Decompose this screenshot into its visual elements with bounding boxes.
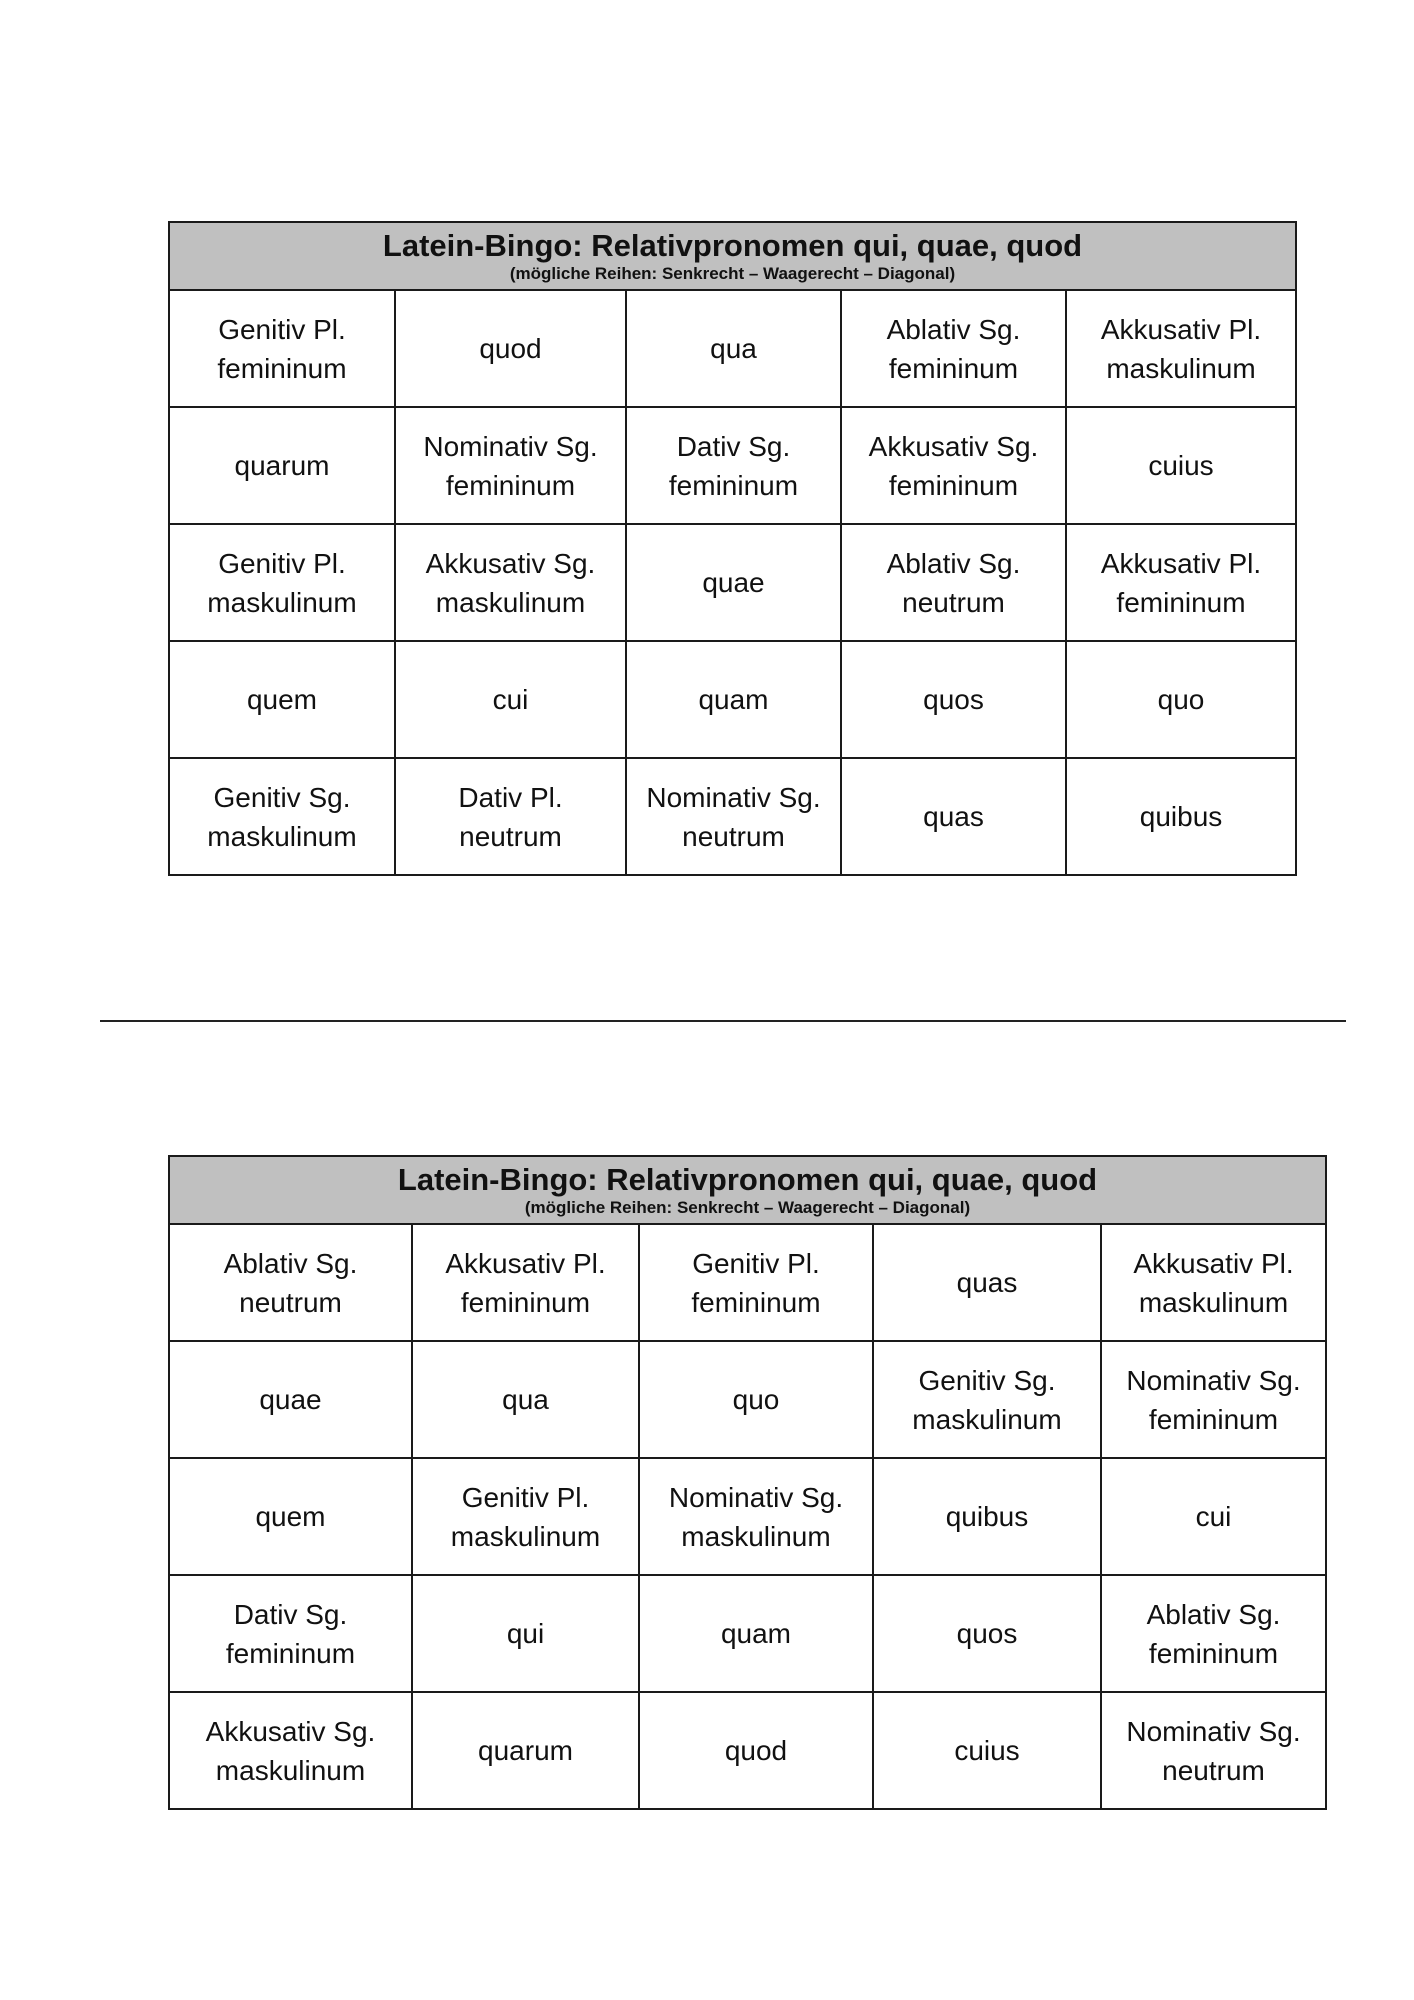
bingo-row xyxy=(169,524,1296,641)
bingo-row xyxy=(169,641,1296,758)
bingo-row xyxy=(169,1575,1326,1692)
bingo-cell-text: neutrum xyxy=(239,1286,342,1318)
bingo-cell xyxy=(1066,407,1296,524)
bingo-row xyxy=(169,1224,1326,1341)
bingo-cell-text: qui xyxy=(506,1618,545,1649)
bingo-cell-text: Akkusativ Pl. xyxy=(445,1247,606,1279)
bingo-cell-text: quam xyxy=(720,1618,792,1649)
bingo-cell-text: qua xyxy=(710,333,757,364)
bingo-card-header-row xyxy=(169,1156,1326,1224)
bingo-cell xyxy=(873,1224,1101,1341)
bingo-row xyxy=(169,1458,1326,1575)
bingo-cell-text: neutrum xyxy=(682,820,785,852)
bingo-cell xyxy=(639,1575,873,1692)
bingo-cell-text: maskulinum xyxy=(215,1754,366,1786)
bingo-cell xyxy=(626,407,841,524)
bingo-cell-text: quibus xyxy=(1139,801,1223,832)
bingo-cell-text: Dativ Sg. xyxy=(676,430,791,462)
bingo-cell xyxy=(169,1224,412,1341)
bingo-cell-text: quo xyxy=(1157,684,1205,715)
bingo-cell-text: quod xyxy=(724,1735,788,1766)
bingo-cell xyxy=(1101,1575,1326,1692)
bingo-cell xyxy=(169,641,395,758)
bingo-cell-text: quae xyxy=(702,567,765,598)
bingo-cell xyxy=(1101,1692,1326,1809)
bingo-cell-text: maskulinum xyxy=(207,586,357,618)
bingo-cell xyxy=(1101,1341,1326,1458)
bingo-cell xyxy=(873,1575,1101,1692)
bingo-row xyxy=(169,407,1296,524)
bingo-card-subtitle: (mögliche Reihen: Senkrecht – Waagerecht – Diagonal) xyxy=(509,264,956,283)
bingo-cell-text: Nominativ Sg. xyxy=(1126,1715,1301,1747)
bingo-card-grid xyxy=(169,1224,1326,1809)
bingo-cell-text: maskulinum xyxy=(1106,352,1256,384)
bingo-cell-text: femininum xyxy=(888,352,1019,384)
bingo-cell-text: qua xyxy=(502,1384,549,1415)
bingo-cell-text: cuius xyxy=(954,1735,1020,1766)
bingo-card-title: Latein-Bingo: Relativpronomen qui, quae, quod xyxy=(397,1162,1098,1197)
bingo-cell xyxy=(639,1341,873,1458)
bingo-cell-text: femininum xyxy=(1116,586,1246,618)
bingo-cell xyxy=(841,758,1066,875)
bingo-cell-text: femininum xyxy=(888,469,1019,501)
bingo-cell-text: Nominativ Sg. xyxy=(668,1481,844,1513)
bingo-cell xyxy=(1066,524,1296,641)
bingo-row xyxy=(169,290,1296,407)
bingo-cell-text: femininum xyxy=(225,1637,356,1669)
bingo-cell-text: Genitiv Pl. xyxy=(218,313,346,345)
bingo-cell-text: femininum xyxy=(691,1286,821,1318)
bingo-cell-text: femininum xyxy=(460,1286,591,1318)
bingo-cell-text: Akkusativ Pl. xyxy=(1100,547,1262,579)
bingo-cell xyxy=(1101,1224,1326,1341)
bingo-cell xyxy=(395,290,626,407)
bingo-cell-text: Nominativ Sg. xyxy=(646,781,821,813)
bingo-cell-text: Genitiv Pl. xyxy=(461,1481,590,1513)
bingo-cell xyxy=(169,407,395,524)
bingo-cell xyxy=(412,1575,639,1692)
bingo-cell-text: quas xyxy=(923,801,984,832)
bingo-cell-text: Ablativ Sg. xyxy=(886,547,1021,579)
bingo-cell xyxy=(626,758,841,875)
bingo-cell-text: quem xyxy=(246,684,318,715)
bingo-cell xyxy=(412,1341,639,1458)
bingo-cell xyxy=(639,1692,873,1809)
bingo-cell-text: quod xyxy=(479,333,542,364)
bingo-cell-text: Ablativ Sg. xyxy=(886,313,1021,345)
bingo-cell-text: neutrum xyxy=(902,586,1005,618)
bingo-cell-text: quarum xyxy=(478,1735,573,1766)
bingo-cell-text: quibus xyxy=(945,1501,1029,1532)
bingo-card-header xyxy=(169,1156,1326,1224)
bingo-cell xyxy=(873,1458,1101,1575)
bingo-cell xyxy=(395,524,626,641)
bingo-cell-text: quem xyxy=(255,1501,326,1532)
bingo-cell-text: Akkusativ Sg. xyxy=(425,547,596,579)
bingo-row xyxy=(169,758,1296,875)
bingo-cell-text: femininum xyxy=(668,469,799,501)
bingo-cell-text: femininum xyxy=(217,352,347,384)
bingo-cell xyxy=(841,290,1066,407)
bingo-cell-text: Nominativ Sg. xyxy=(1126,1364,1301,1396)
bingo-cell xyxy=(1066,758,1296,875)
bingo-card-subtitle: (mögliche Reihen: Senkrecht – Waagerecht – Diagonal) xyxy=(524,1198,971,1217)
bingo-cell-text: femininum xyxy=(1148,1637,1279,1669)
bingo-cell-text: quae xyxy=(259,1384,322,1415)
bingo-card-header-row xyxy=(169,222,1296,290)
bingo-cell xyxy=(412,1692,639,1809)
bingo-cell xyxy=(169,1575,412,1692)
bingo-cell xyxy=(169,1692,412,1809)
bingo-cell xyxy=(395,641,626,758)
bingo-cell xyxy=(873,1692,1101,1809)
bingo-cell-text: cuius xyxy=(1148,450,1214,481)
bingo-card-title: Latein-Bingo: Relativpronomen qui, quae, quod xyxy=(382,228,1083,263)
bingo-cell-text: Genitiv Pl. xyxy=(218,547,346,579)
bingo-cell-text: quarum xyxy=(234,450,330,481)
bingo-card-header xyxy=(169,222,1296,290)
bingo-cell xyxy=(841,407,1066,524)
bingo-cell-text: Akkusativ Sg. xyxy=(868,430,1039,462)
bingo-cell xyxy=(395,407,626,524)
bingo-cell xyxy=(639,1458,873,1575)
bingo-cell xyxy=(626,524,841,641)
bingo-cell-text: Ablativ Sg. xyxy=(1146,1598,1281,1630)
bingo-cell-text: Akkusativ Pl. xyxy=(1133,1247,1294,1279)
bingo-card-2 xyxy=(168,1155,1327,1810)
bingo-cell xyxy=(412,1458,639,1575)
bingo-cell-text: quam xyxy=(698,684,769,715)
bingo-cell-text: maskulinum xyxy=(681,1520,831,1552)
bingo-row xyxy=(169,1341,1326,1458)
bingo-cell xyxy=(169,1458,412,1575)
bingo-cell xyxy=(412,1224,639,1341)
bingo-cell-text: quas xyxy=(956,1267,1018,1298)
bingo-cell-text: Genitiv Pl. xyxy=(692,1247,820,1279)
bingo-cell xyxy=(169,290,395,407)
bingo-cell-text: Akkusativ Pl. xyxy=(1100,313,1262,345)
bingo-cell-text: Akkusativ Sg. xyxy=(205,1715,376,1747)
bingo-cell-text: Dativ Sg. xyxy=(233,1598,348,1630)
bingo-cell-text: maskulinum xyxy=(450,1520,601,1552)
bingo-cell xyxy=(873,1341,1101,1458)
bingo-cell-text: maskulinum xyxy=(912,1403,1062,1435)
bingo-card-1 xyxy=(168,221,1297,876)
bingo-cell-text: Genitiv Sg. xyxy=(213,781,351,813)
bingo-cell-text: cui xyxy=(492,684,529,715)
bingo-cell-text: maskulinum xyxy=(1138,1286,1289,1318)
bingo-cell xyxy=(1101,1458,1326,1575)
bingo-cell xyxy=(841,641,1066,758)
cut-line-divider xyxy=(100,1020,1346,1022)
bingo-card-grid xyxy=(169,290,1296,875)
bingo-cell xyxy=(1066,290,1296,407)
bingo-cell-text: Dativ Pl. xyxy=(458,781,563,813)
bingo-cell xyxy=(841,524,1066,641)
bingo-cell xyxy=(169,758,395,875)
bingo-row xyxy=(169,1692,1326,1809)
bingo-cell-text: cui xyxy=(1195,1501,1232,1532)
bingo-cell-text: quos xyxy=(923,684,984,715)
bingo-cell-text: maskulinum xyxy=(207,820,357,852)
bingo-cell-text: quos xyxy=(956,1618,1018,1649)
bingo-cell-text: neutrum xyxy=(1162,1754,1265,1786)
bingo-cell xyxy=(169,524,395,641)
bingo-cell-text: Genitiv Sg. xyxy=(918,1364,1056,1396)
bingo-cell-text: maskulinum xyxy=(435,586,586,618)
bingo-cell-text: quo xyxy=(732,1384,780,1415)
bingo-cell xyxy=(626,290,841,407)
bingo-cell-text: Ablativ Sg. xyxy=(223,1247,358,1279)
bingo-cell-text: femininum xyxy=(445,469,576,501)
bingo-cell-text: Nominativ Sg. xyxy=(423,430,598,462)
bingo-cell xyxy=(626,641,841,758)
bingo-cell xyxy=(1066,641,1296,758)
bingo-cell xyxy=(169,1341,412,1458)
bingo-cell-text: femininum xyxy=(1148,1403,1279,1435)
bingo-cell-text: neutrum xyxy=(459,820,562,852)
bingo-cell xyxy=(395,758,626,875)
bingo-cell xyxy=(639,1224,873,1341)
